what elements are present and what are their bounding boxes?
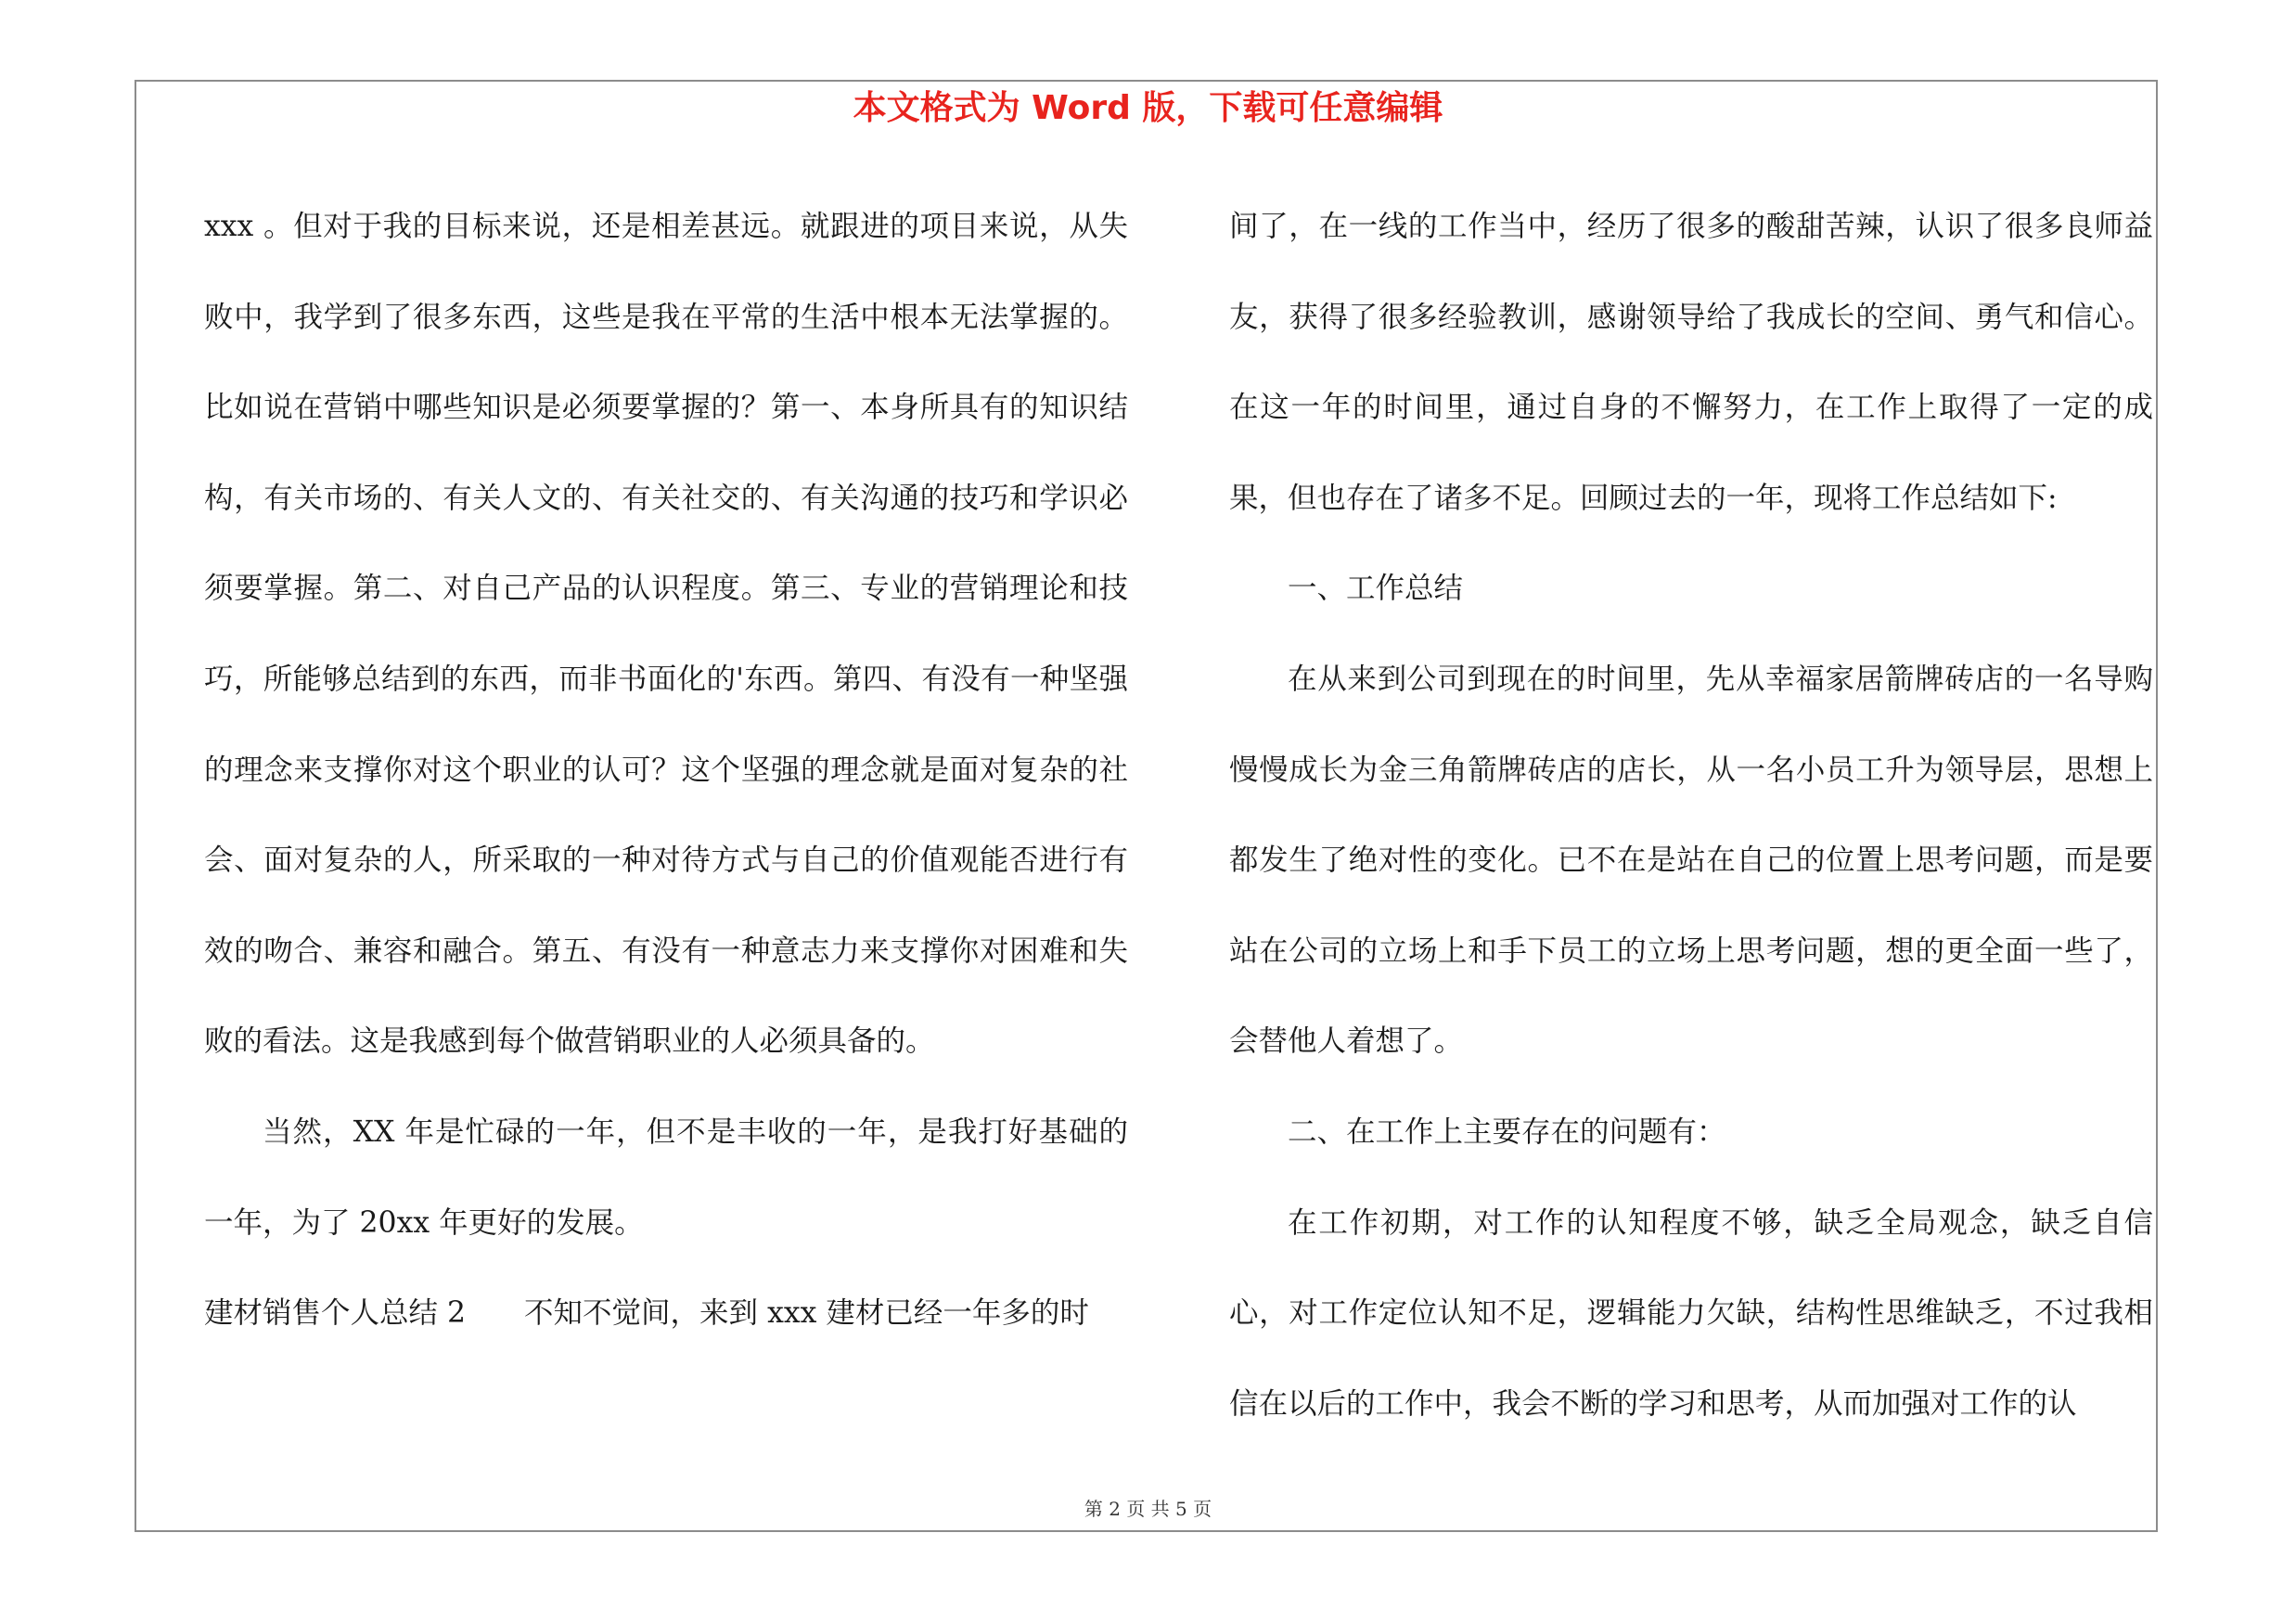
left-text-column: [204, 182, 1128, 1359]
section-heading: 二、在工作上主要存在的问题有：: [1288, 1114, 1726, 1149]
paragraph: 在从来到公司到现在的时间里，先从幸福家居箭牌砖店的一名导购慢慢成长为金三角箭牌砖店的店长，从一名小员工升为领导层，思想上都发生了绝对性的变化。已不在是站在自己的位置上思考问题，而是要站在公司的立场上和手下员工的立场上思考问题，想的更全面一些了，会替他人着想了。: [1229, 662, 2153, 1059]
paragraph: 当然，XX 年是忙碌的一年，但不是丰收的一年，是我打好基础的一年，为了 20xx 年更好的发展。: [204, 1114, 1128, 1240]
section-heading: 一、工作总结: [1288, 572, 1464, 606]
right-text-column: [1229, 182, 2153, 1449]
section-heading-paragraph: 建材销售个人总结 2 不知不觉间，来到 xxx 建材已经一年多的时: [204, 1296, 1089, 1331]
paragraph: xxx 。但对于我的目标来说，还是相差甚远。就跟进的项目来说，从失败中，我学到了很多东西，这些是我在平常的生活中根本无法掌握的。比如说在营销中哪些知识是必须要掌握的？第一、本身所具有的知识结构，有关市场的、有关人文的、有关社交的、有关沟通的技巧和学识必须要掌握。第二、对自己产品的认识程度。第三、专业的营销理论和技巧，所能够总结到的东西，而非书面化的'东西。第四、有没有一种坚强的理念来支撑你对这个职业的认可？这个坚强的理念就是面对复杂的社会、面对复杂的人，所采取的一种对待方式与自己的价值观能否进行有效的吻合、兼容和融合。第五、有没有一种意志力来支撑你对困难和失败的看法。这是我感到每个做营销职业的人必须具备的。: [204, 210, 1128, 1059]
format-notice-banner: 本文格式为 Word 版，下载可任意编辑: [853, 89, 1443, 127]
page-footer: [0, 1496, 2296, 1522]
page-number-label: 第 2 页 共 5 页: [1084, 1498, 1212, 1520]
paragraph: 间了，在一线的工作当中，经历了很多的酸甜苦辣，认识了很多良师益友，获得了很多经验教训，感谢领导给了我成长的空间、勇气和信心。在这一年的时间里，通过自身的不懈努力，在工作上取得了一定的成果，但也存在了诸多不足。回顾过去的一年，现将工作总结如下:: [1229, 210, 2153, 515]
paragraph: 在工作初期，对工作的认知程度不够，缺乏全局观念，缺乏自信心，对工作定位认知不足，逻辑能力欠缺，结构性思维缺乏，不过我相信在以后的工作中，我会不断的学习和思考，从而加强对工作的认: [1229, 1205, 2153, 1421]
